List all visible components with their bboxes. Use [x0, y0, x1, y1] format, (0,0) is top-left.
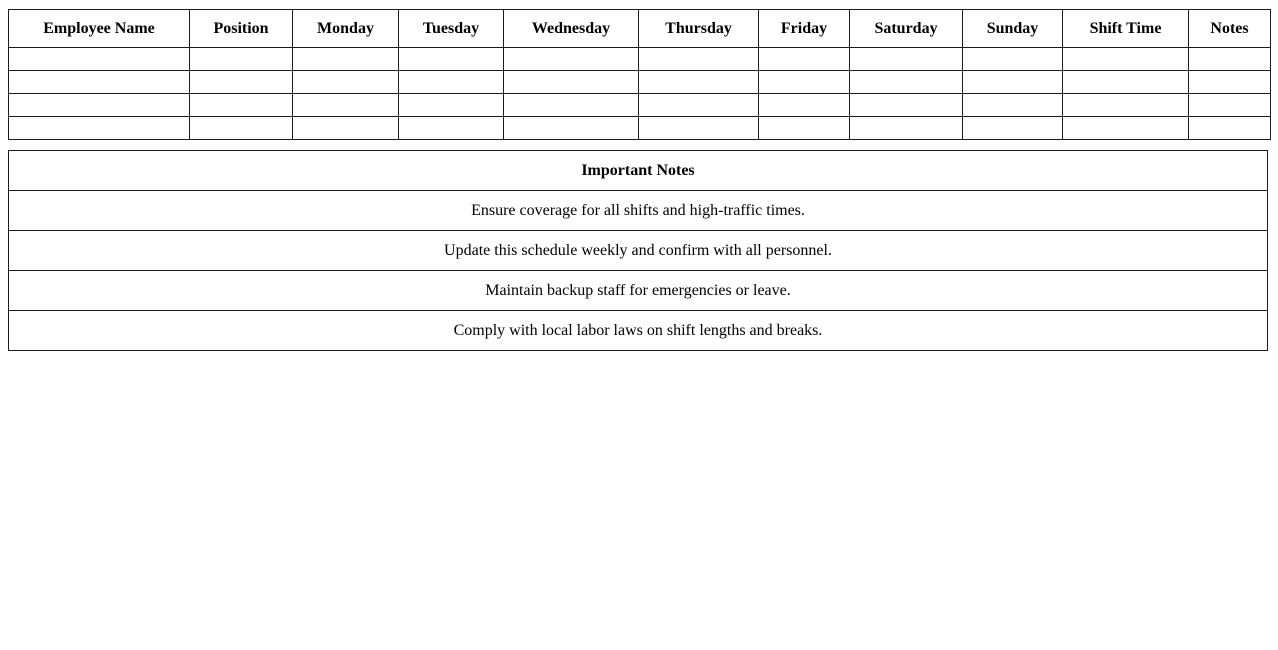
schedule-cell — [190, 117, 293, 140]
schedule-cell — [9, 48, 190, 71]
schedule-cell — [1189, 94, 1271, 117]
column-header-friday: Friday — [759, 10, 850, 48]
schedule-row — [9, 117, 1271, 140]
schedule-cell — [293, 71, 399, 94]
schedule-cell — [1189, 48, 1271, 71]
note-row — [9, 191, 1268, 231]
schedule-cell — [850, 48, 963, 71]
column-header-saturday: Saturday — [850, 10, 963, 48]
schedule-cell — [759, 94, 850, 117]
schedule-cell — [759, 117, 850, 140]
employee-schedule-table — [8, 9, 1271, 140]
schedule-cell — [639, 48, 759, 71]
schedule-cell — [639, 71, 759, 94]
note-row — [9, 271, 1268, 311]
schedule-cell — [293, 117, 399, 140]
important-notes-table — [8, 150, 1268, 351]
column-header-employee-name: Employee Name — [9, 10, 190, 48]
schedule-cell — [639, 117, 759, 140]
schedule-header-row — [9, 10, 1271, 48]
column-header-monday: Monday — [293, 10, 399, 48]
schedule-cell — [293, 94, 399, 117]
schedule-cell — [399, 71, 504, 94]
schedule-cell — [759, 71, 850, 94]
schedule-cell — [759, 48, 850, 71]
column-header-sunday: Sunday — [963, 10, 1063, 48]
schedule-cell — [504, 71, 639, 94]
notes-body — [9, 191, 1268, 351]
schedule-cell — [850, 117, 963, 140]
schedule-cell — [9, 94, 190, 117]
note-text: Maintain backup staff for emergencies or leave. — [9, 271, 1268, 311]
schedule-cell — [190, 71, 293, 94]
column-header-shift-time: Shift Time — [1063, 10, 1189, 48]
schedule-cell — [399, 48, 504, 71]
schedule-cell — [963, 94, 1063, 117]
schedule-cell — [639, 94, 759, 117]
schedule-cell — [1063, 48, 1189, 71]
column-header-position: Position — [190, 10, 293, 48]
schedule-cell — [504, 117, 639, 140]
schedule-cell — [399, 94, 504, 117]
schedule-row — [9, 48, 1271, 71]
column-header-thursday: Thursday — [639, 10, 759, 48]
schedule-cell — [190, 94, 293, 117]
notes-title: Important Notes — [9, 151, 1268, 191]
notes-header-row — [9, 151, 1268, 191]
schedule-cell — [504, 48, 639, 71]
column-header-notes: Notes — [1189, 10, 1271, 48]
schedule-cell — [963, 71, 1063, 94]
schedule-cell — [9, 71, 190, 94]
schedule-cell — [1063, 71, 1189, 94]
schedule-cell — [963, 48, 1063, 71]
note-text: Comply with local labor laws on shift lengths and breaks. — [9, 311, 1268, 351]
schedule-row — [9, 71, 1271, 94]
column-header-wednesday: Wednesday — [504, 10, 639, 48]
note-row — [9, 231, 1268, 271]
schedule-body — [9, 48, 1271, 140]
note-row — [9, 311, 1268, 351]
schedule-cell — [293, 48, 399, 71]
schedule-cell — [850, 71, 963, 94]
schedule-cell — [1189, 117, 1271, 140]
schedule-cell — [9, 117, 190, 140]
note-text: Update this schedule weekly and confirm with all personnel. — [9, 231, 1268, 271]
schedule-cell — [850, 94, 963, 117]
schedule-cell — [1189, 71, 1271, 94]
schedule-cell — [1063, 94, 1189, 117]
schedule-cell — [399, 117, 504, 140]
schedule-cell — [1063, 117, 1189, 140]
column-header-tuesday: Tuesday — [399, 10, 504, 48]
note-text: Ensure coverage for all shifts and high-traffic times. — [9, 191, 1268, 231]
schedule-row — [9, 94, 1271, 117]
schedule-cell — [504, 94, 639, 117]
schedule-cell — [190, 48, 293, 71]
schedule-cell — [963, 117, 1063, 140]
